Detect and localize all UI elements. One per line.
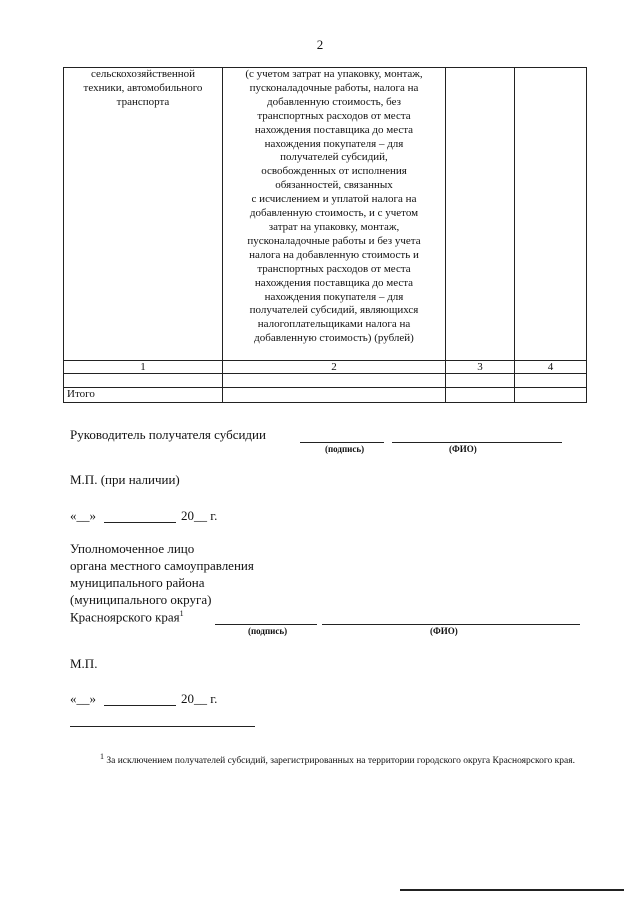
authorized-sign-caption: (подпись) — [248, 626, 288, 636]
authorized-line-4: (муниципального округа) — [70, 592, 212, 607]
authorized-fio-caption: (ФИО) — [430, 626, 458, 636]
authorized-line-1: Уполномоченное лицо — [70, 541, 195, 556]
stamp-label-2: М.П. — [70, 656, 98, 671]
column-number-row — [64, 361, 587, 374]
date-quote-2: «__» — [70, 691, 96, 706]
date-month-line-1[interactable] — [104, 522, 176, 523]
head-sign-caption: (подпись) — [325, 444, 365, 454]
table-cell[interactable] — [446, 374, 515, 388]
footnote-reference: 1 — [179, 609, 184, 618]
col-number-4: 4 — [515, 361, 587, 374]
head-fio-caption: (ФИО) — [449, 444, 477, 454]
col3-header-cell — [446, 68, 515, 361]
footnote-separator — [70, 726, 255, 727]
table-cell[interactable] — [446, 388, 515, 403]
authorized-last-text: Красноярского края — [70, 609, 180, 625]
head-signature-line[interactable] — [300, 442, 384, 443]
date-year-1: 20__ г. — [181, 508, 218, 523]
authorized-line-3: муниципального района — [70, 575, 205, 590]
total-row — [64, 388, 587, 403]
table-cell[interactable] — [515, 374, 587, 388]
authorized-signature-line[interactable] — [215, 624, 317, 625]
bottom-scan-line — [400, 889, 624, 891]
col4-header-cell — [515, 68, 587, 361]
table-cell[interactable] — [64, 374, 223, 388]
table-cell[interactable] — [223, 374, 446, 388]
date-month-line-2[interactable] — [104, 705, 176, 706]
col-number-1: 1 — [64, 361, 223, 374]
footnote-mark: 1 — [100, 752, 104, 761]
authorized-line-5 — [70, 609, 184, 625]
footnote-text-block — [72, 750, 582, 768]
footnote — [72, 750, 582, 768]
col-number-3: 3 — [446, 361, 515, 374]
authorized-fio-line[interactable] — [322, 624, 580, 625]
table-cell[interactable] — [515, 388, 587, 403]
col2-header-text: (с учетом затрат на упаковку, монтаж, пусконаладочные работы, налога на добавленную стоимость, без транспортных расходов от места нахождения поставщика до места нахождения покупателя – для получателей субсидий, освобожденных от исполнения обязанностей, связанных с исчислением и уплатой налога на добавленную стоимость, и с учетом затрат на упаковку, монтаж, пусконаладочные работы и без учета налога на добавленную стоимость и транспортных расходов от места нахождения поставщика до места нахождения покупателя – для получателей субсидий, являющихся налогоплательщиками налога на добавленную стоимость) (рублей) — [223, 68, 446, 361]
total-label: Итого — [64, 388, 223, 403]
header-continuation-row — [64, 68, 587, 361]
head-label: Руководитель получателя субсидии — [70, 427, 266, 442]
page-number: 2 — [316, 37, 324, 52]
subsidy-table — [63, 67, 587, 403]
footnote-text: За исключением получателей субсидий, зарегистрированных на территории городского округа Красноярского края. — [106, 756, 575, 767]
empty-data-row — [64, 374, 587, 388]
date-quote-1: «__» — [70, 508, 96, 523]
table-cell[interactable] — [223, 388, 446, 403]
col1-header-text: сельскохозяйственной техники, автомобильного транспорта — [64, 68, 223, 361]
stamp-label-1: М.П. (при наличии) — [70, 472, 180, 487]
head-fio-line[interactable] — [392, 442, 562, 443]
date-year-2: 20__ г. — [181, 691, 218, 706]
col-number-2: 2 — [223, 361, 446, 374]
authorized-line-2: органа местного самоуправления — [70, 558, 254, 573]
